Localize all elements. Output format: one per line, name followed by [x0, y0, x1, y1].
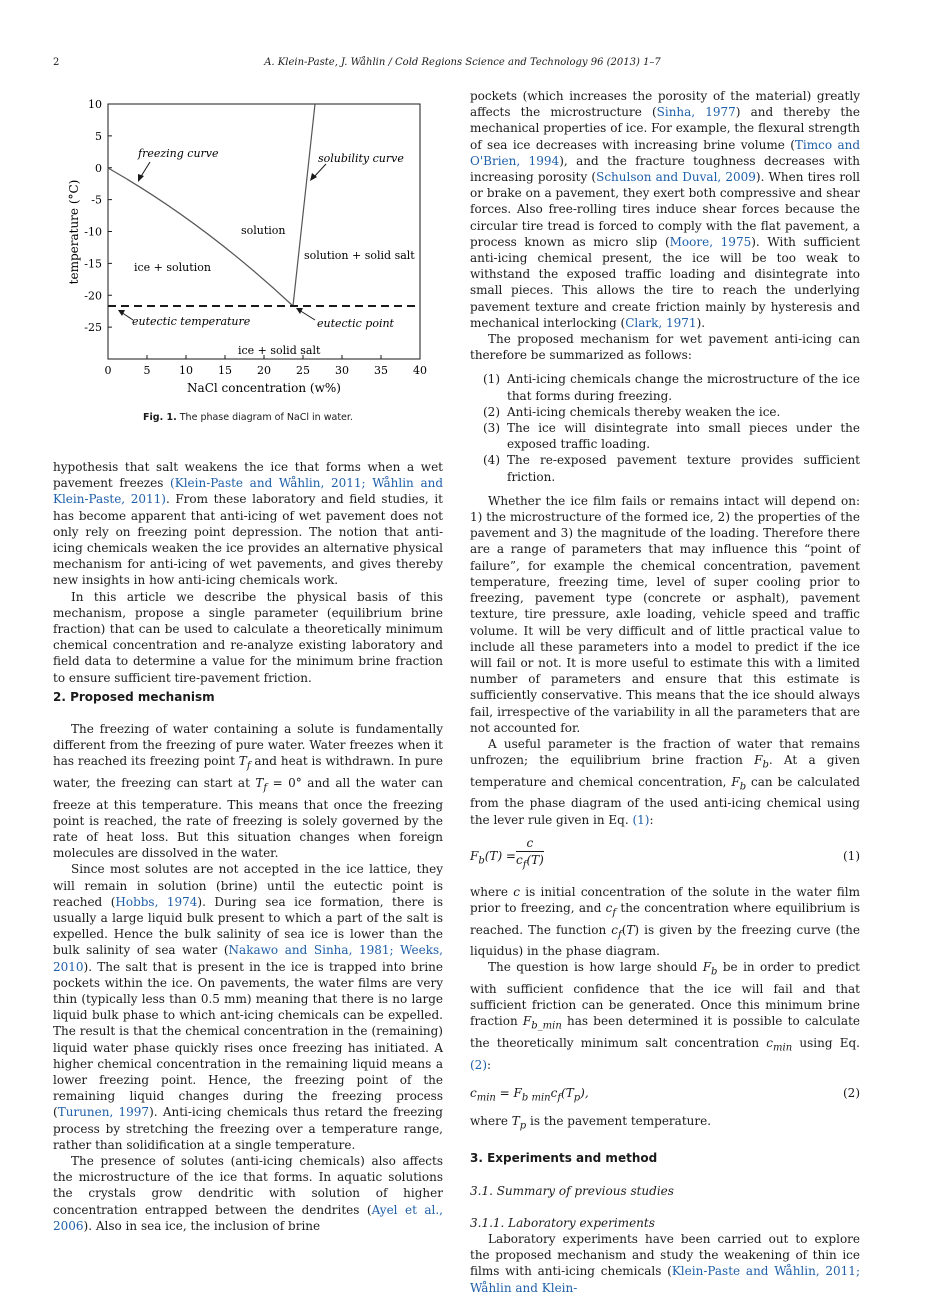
paragraph: Whether the ice film fails or remains intact will depend on: 1) the microstructure of the formed ice, 2) the properties of the pavement and 3) the magnitude of the loading. Therefore there are a range of parameters that may influence this “point of failure”, for example the chemical concentration, pavement temperature, freezing time, level of super cooling prior to freezing, pavement type (concrete or asphalt), pavement texture, tire pressure, axle loading, vehicle speed and traffic volume. It will be very difficult and of little practical value to include all these parameters into a model to predict if the ice will fail or not. It is more useful to estimate this with a limited number of parameters and ensure that this estimate is sufficiently conservative. This means that the ice should always fail, irrespective of the variability in all the parameters that are not accounted for.: [470, 493, 860, 735]
freezing-curve-line: [108, 168, 293, 306]
section-2-heading-wrap: [53, 689, 443, 705]
subsection-heading: 3.1. Summary of previous studies: [470, 1183, 674, 1198]
citation-link[interactable]: Hobbs, 1974: [115, 894, 198, 909]
label-ice-solution: ice + solution: [134, 261, 211, 274]
equation-2: $c_{min} = F_b$ $_{min}c_f(T_p)$, (2): [470, 1085, 860, 1104]
paragraph: In this article we describe the physical basis of this mechanism, propose a single parameter (equilibrium brine fraction) that can be used to calculate a theoretically minimum chemical concentration and re-analyze existing laboratory and field data to determine a value for the minimum brine fraction to ensure sufficient tire-pavement friction.: [53, 589, 443, 685]
x-axis-label: NaCl concentration (w%): [187, 381, 341, 395]
paragraph: Since most solutes are not accepted in the ice lattice, they will remain in solution (brine) until the eutectic point is reached (Hobbs, 1974). During sea ice formation, there is usually a large liquid bulk present to which a part of the salt is expelled. Hence the bulk salinity of sea ice is lower than the bulk salinity of sea water (Nakawo and Sinha, 1981; Weeks, 2010). The salt that is present in the ice is trapped into brine pockets within the ice. On pavements, the water films are very thin (typically less than 0.5 mm) meaning that there is no large liquid bulk phase to which ant-icing chemicals can be expelled. The result is that the chemical concentration in the (remaining) liquid water phase quickly rises once freezing has initiated. A higher chemical concentration in the remaining liquid means a lower freezing point. Hence, the freezing point of the remaining liquid changes during the freezing process (Turunen, 1997). Anti-icing chemicals thus retard the freezing process by stretching the freezing over a temperature range, rather than solidification at a single temperature.: [53, 862, 443, 1152]
x-tick-label: 35: [374, 364, 388, 377]
equation-link[interactable]: (2): [470, 1057, 487, 1072]
paragraph: The freezing of water containing a solute is fundamentally different from the freezing of pure water. Water freezes when it has reached its freezing point $T_f$ and heat is withdrawn. In pure water, the freezing can start at $T_f = 0^\circ$ and all the water can freeze at this temperature. This means that once the freezing point is reached, the rate of freezing is solely governed by the rate of heat loss. But this situation changes when foreign molecules are dissolved in the water.: [53, 722, 443, 861]
caption-label: Fig. 1.: [143, 412, 177, 423]
eutectic-point-arrowhead: [296, 308, 303, 314]
x-tick-label: 20: [257, 364, 271, 377]
y-axis-label: temperature (°C): [67, 179, 81, 285]
label-freezing-curve: freezing curve: [138, 147, 219, 160]
y-tick-label: 0: [95, 161, 102, 175]
x-tick-label: 0: [104, 364, 112, 377]
paragraph: where $T_p$ is the pavement temperature.: [470, 1113, 712, 1132]
citation-link[interactable]: (Klein-Paste and Wåhlin, 2011; Wåhlin and Klein-Paste, 2011): [53, 476, 444, 507]
right-column: [470, 88, 860, 1296]
left-column-intro: [53, 459, 443, 686]
left-column-section2: [53, 721, 443, 1234]
paragraph: The proposed mechanism for wet pavement anti-icing can therefore be summarized as follows:: [470, 332, 860, 363]
paragraph: hypothesis that salt weakens the ice that forms when a wet pavement freezes (Klein-Paste and Wåhlin, 2011; Wåhlin and Klein-Paste, 2011). From these laboratory and field studies, it has become apparent that anti-icing of wet pavement does not only rely on freezing point depression. The notion that anti-icing chemicals weaken the ice provides an alternative physical mechanism for anti-icing of wet pavements, and gives thereby new insights in how anti-icing chemicals work.: [53, 460, 444, 588]
paragraph: pockets (which increases the porosity of the material) greatly affects the microstructure (Sinha, 1977) and thereby the mechanical properties of ice. For example, the flexural strength of sea ice decreases with increasing brine volume (Timco and O'Brien, 1994), and the fracture toughness decreases with increasing porosity (Schulson and Duval, 2009). When tires roll or brake on a pavement, they exert both compressive and shear forces. Also free-rolling tires induce shear forces because the circular tire tread is forced to comply with the flat pavement, a process known as micro slip (Moore, 1975). With sufficient anti-icing chemical present, the ice will be too weak to withstand the exposed traffic loading and disintegrate into small pieces. This allows the tire to reach the underlying pavement texture and create friction mainly by hysteresis and mechanical interlocking (Clark, 1971).: [470, 89, 861, 330]
paragraph: where c is initial concentration of the solute in the water film prior to freezing, and $c_f$ the concentration where equilibrium is reached. The function $c_f(T)$ is given by the freezing curve (the liquidus) in the phase diagram.: [470, 884, 860, 959]
citation-link[interactable]: Sinha, 1977: [656, 105, 736, 120]
label-solution-salt: solution + solid salt: [304, 249, 415, 262]
x-tick-label: 40: [413, 364, 427, 377]
section-heading: 3. Experiments and method: [470, 1151, 658, 1166]
page-number: 2: [53, 57, 60, 68]
solubility-curve-line: [293, 104, 315, 306]
eutectic-point-arrow: [299, 310, 315, 320]
x-tick-label: 10: [179, 364, 193, 377]
y-tick-label: -5: [91, 193, 102, 207]
citation-link[interactable]: Moore, 1975: [669, 234, 752, 249]
eutectic-temp-arrowhead: [118, 310, 125, 316]
equation-number: (2): [843, 1085, 860, 1100]
label-solubility-curve: solubility curve: [318, 152, 404, 165]
equation-1: $F_b(T)$ = $\frac{c}{c_f(T)}$ (1): [470, 835, 860, 871]
mechanism-list: [470, 371, 860, 484]
list-item: (4) The re-exposed pavement texture provides sufficient friction.: [483, 453, 860, 484]
citation-link[interactable]: Turunen, 1997: [57, 1105, 150, 1120]
paragraph: The question is how large should $F_b$ be in order to predict with sufficient confidence that the ice will fail and that sufficient friction can be generated. Once this minimum brine fraction $F_{b\_min}$ has been determined it is possible to calculate the theoretically minimum salt concentration $c_{min}$ using Eq. (2):: [470, 960, 861, 1072]
citation-link[interactable]: Clark, 1971: [625, 315, 697, 330]
x-tick-label: 30: [335, 364, 349, 377]
label-eutectic-point: eutectic point: [317, 317, 394, 330]
x-tick-label: 15: [218, 364, 232, 377]
caption-text: The phase diagram of NaCl in water.: [179, 412, 353, 423]
y-tick-label: -25: [84, 321, 102, 335]
paragraph: A useful parameter is the fraction of water that remains unfrozen; the equilibrium brine fraction $F_b$. At a given temperature and chemical concentration, $F_b$ can be calculated from the phase diagram of the used anti-icing chemical using the lever rule given in Eq. (1):: [470, 736, 860, 827]
paragraph: The presence of solutes (anti-icing chemicals) also affects the microstructure of the ice that forms. In aquatic solutions the crystals grow dendritic with solution of higher concentration entrapped between the dendrites (Ayel et al., 2006). Also in sea ice, the inclusion of brine: [53, 1154, 443, 1233]
x-tick-label: 5: [143, 364, 151, 377]
x-ticks: [105, 355, 428, 377]
phase-diagram-figure: [53, 92, 443, 397]
subsubsection-heading: 3.1.1. Laboratory experiments: [470, 1215, 655, 1230]
label-ice-salt: ice + solid salt: [238, 344, 321, 357]
y-tick-label: 5: [95, 129, 102, 143]
equation-link[interactable]: (1): [632, 812, 650, 827]
citation-link[interactable]: Ayel et al., 2006: [53, 1202, 443, 1233]
citation-link[interactable]: Schulson and Duval, 2009: [596, 170, 756, 185]
citation-link[interactable]: Klein-Paste and Wåhlin, 2011; Wåhlin and Klein-: [470, 1264, 860, 1295]
label-eutectic-temperature: eutectic temperature: [132, 315, 251, 328]
freezing-curve-arrowhead: [138, 174, 144, 182]
paragraph: Laboratory experiments have been carried out to explore the proposed mechanism and study the weakening of thin ice films with anti-icing chemicals (Klein-Paste and Wåhlin, 2011; Wåhlin and Klein-: [470, 1231, 860, 1295]
y-tick-label: -20: [84, 289, 102, 303]
x-tick-label: 25: [296, 364, 310, 377]
list-item: (3) The ice will disintegrate into small pieces under the exposed traffic loading.: [483, 421, 860, 452]
y-tick-label: -15: [84, 257, 102, 271]
y-tick-label: -10: [84, 225, 102, 239]
equation-number: (1): [843, 848, 860, 863]
citation-link[interactable]: Nakawo and Sinha, 1981; Weeks, 2010: [53, 943, 443, 974]
list-item: (2) Anti-icing chemicals thereby weaken the ice.: [483, 404, 781, 419]
y-tick-label: 10: [88, 98, 102, 111]
label-solution: solution: [241, 224, 286, 237]
figure-caption: [53, 412, 443, 423]
list-item: (1) Anti-icing chemicals change the microstructure of the ice that forms during freezing.: [483, 372, 860, 403]
section-heading: 2. Proposed mechanism: [53, 690, 215, 704]
citation-link[interactable]: Timco and O'Brien, 1994: [470, 137, 861, 168]
running-title: A. Klein-Paste, J. Wåhlin / Cold Regions Science and Technology 96 (2013) 1–7: [264, 57, 661, 68]
